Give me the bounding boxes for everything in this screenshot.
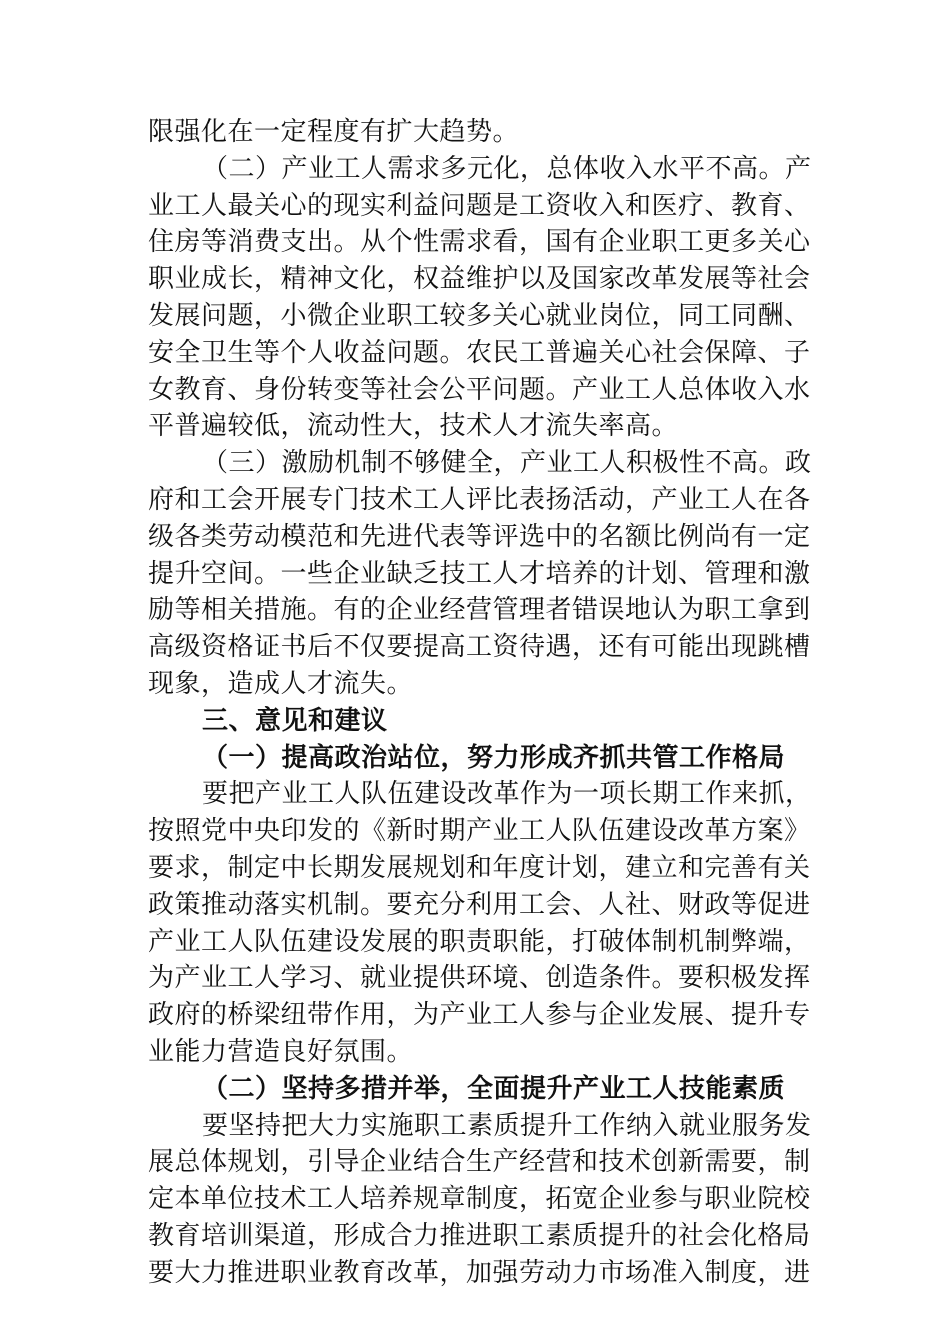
- subsection-heading-line: （一）提高政治站位，努力形成齐抓共管工作格局: [202, 742, 786, 773]
- document-page: [148, 114, 812, 1292]
- text-line: 提升空间。一些企业缺乏技工人才培养的计划、管理和激: [148, 558, 811, 589]
- text-line: 按照党中央印发的《新时期产业工人队伍建设改革方案》: [148, 816, 811, 847]
- text-line: 发展问题，小微企业职工较多关心就业岗位，同工同酬、: [148, 300, 811, 331]
- text-line: 住房等消费支出。从个性需求看，国有企业职工更多关心: [148, 227, 811, 258]
- text-line: 限强化在一定程度有扩大趋势。: [148, 117, 520, 147]
- subsection-heading-line: （二）坚持多措并举，全面提升产业工人技能素质: [202, 1073, 786, 1104]
- text-line: 现象，造成人才流失。: [148, 668, 414, 699]
- text-line: 定本单位技术工人培养规章制度，拓宽企业参与职业院校: [148, 1184, 811, 1215]
- text-line: 平普遍较低，流动性大，技术人才流失率高。: [148, 411, 679, 442]
- text-line: 要把产业工人队伍建设改革作为一项长期工作来抓，: [202, 779, 812, 810]
- text-line: 要坚持把大力实施职工素质提升工作纳入就业服务发: [202, 1110, 812, 1141]
- text-line: 府和工会开展专门技术工人评比表扬活动，产业工人在各: [148, 484, 811, 515]
- section-heading: 三、意见和建议: [202, 705, 388, 736]
- text-line: 业能力营造良好氛围。: [148, 1036, 414, 1067]
- text-line: 展总体规划，引导企业结合生产经营和技术创新需要，制: [148, 1147, 811, 1178]
- text-line: 为产业工人学习、就业提供环境、创造条件。要积极发挥: [148, 963, 811, 994]
- text-line: （二）产业工人需求多元化，总体收入水平不高。产: [202, 153, 812, 184]
- text-line: 励等相关措施。有的企业经营管理者错误地认为职工拿到: [148, 595, 811, 626]
- text-line: 级各类劳动模范和先进代表等评选中的名额比例尚有一定: [148, 521, 811, 552]
- text-line: 女教育、身份转变等社会公平问题。产业工人总体收入水: [148, 374, 811, 405]
- text-line: 职业成长，精神文化，权益维护以及国家改革发展等社会: [148, 264, 811, 295]
- text-line: 安全卫生等个人收益问题。农民工普遍关心社会保障、子: [148, 337, 811, 368]
- text-line: 政策推动落实机制。要充分利用工会、人社、财政等促进: [148, 889, 811, 920]
- text-line: 政府的桥梁纽带作用，为产业工人参与企业发展、提升专: [148, 1000, 811, 1031]
- text-line: 要大力推进职业教育改革，加强劳动力市场准入制度，进: [148, 1257, 811, 1288]
- text-line: 业工人最关心的现实利益问题是工资收入和医疗、教育、: [148, 190, 811, 221]
- text-line: 要求，制定中长期发展规划和年度计划，建立和完善有关: [148, 852, 811, 883]
- text-line: 产业工人队伍建设发展的职责职能，打破体制机制弊端，: [148, 926, 811, 957]
- text-line: 高级资格证书后不仅要提高工资待遇，还有可能出现跳槽: [148, 632, 811, 663]
- text-line: 教育培训渠道，形成合力推进职工素质提升的社会化格局: [148, 1220, 811, 1251]
- text-line: （三）激励机制不够健全，产业工人积极性不高。政: [202, 448, 812, 479]
